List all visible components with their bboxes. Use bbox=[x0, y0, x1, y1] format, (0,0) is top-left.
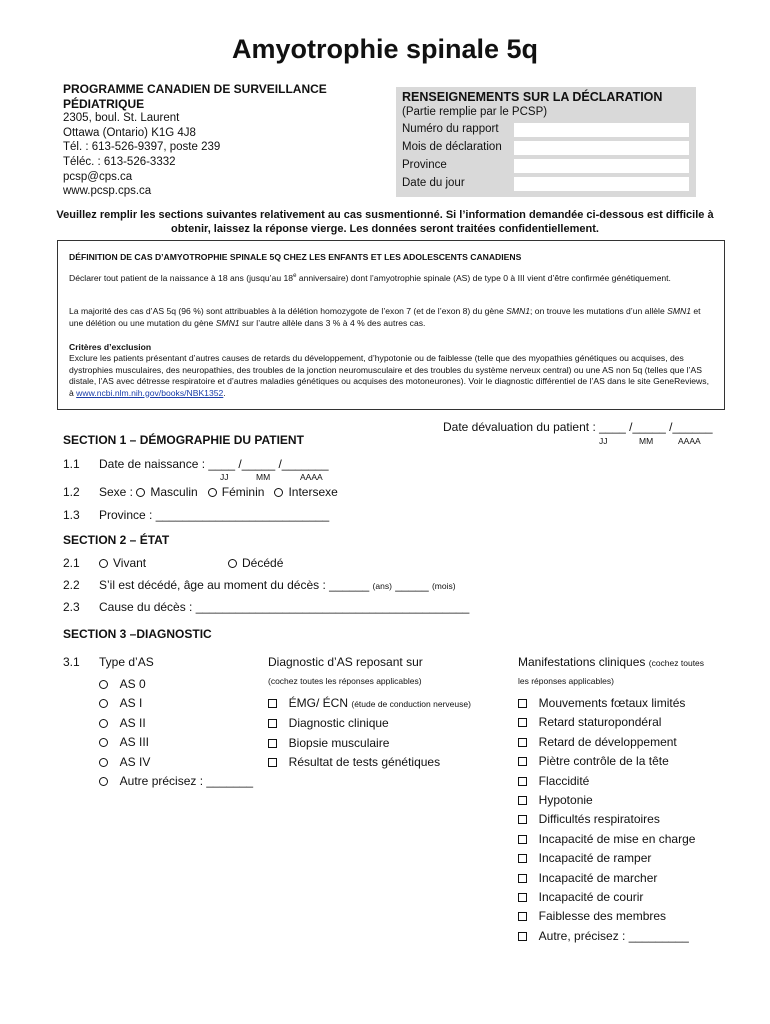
organization-block bbox=[63, 82, 327, 199]
radio-icon[interactable] bbox=[136, 488, 145, 497]
manif-item-label: Autre, précisez : _________ bbox=[538, 928, 689, 943]
age-at-death-label: S’il est décédé, âge au moment du décès : ______ bbox=[99, 578, 370, 592]
q2-3-number: 2.3 bbox=[63, 600, 80, 614]
diagnosis-basis-label: Diagnostic d’AS reposant sur bbox=[268, 655, 423, 669]
manifestation-option[interactable] bbox=[518, 713, 695, 732]
exclusion-end: . bbox=[223, 387, 226, 398]
sex-option-female[interactable] bbox=[208, 485, 265, 499]
sma-type-option[interactable] bbox=[99, 714, 253, 733]
eval-mm: MM bbox=[639, 436, 654, 446]
checkbox-icon[interactable] bbox=[518, 874, 527, 883]
manif-item-label: Piètre contrôle de la tête bbox=[538, 754, 669, 769]
radio-icon[interactable] bbox=[99, 699, 108, 708]
manif-item-label: Retard staturopondéral bbox=[538, 715, 662, 730]
diagnosis-option-emg[interactable] bbox=[268, 694, 471, 714]
deceased-label: Décédé bbox=[242, 556, 284, 570]
checkbox-icon[interactable] bbox=[518, 835, 527, 844]
diagnosis-basis-note: (cochez toutes les réponses applicables) bbox=[268, 676, 422, 686]
q1-2-number: 1.2 bbox=[63, 485, 80, 499]
checkbox-icon[interactable] bbox=[268, 699, 277, 708]
diag-label-2: Biopsie musculaire bbox=[288, 735, 390, 750]
eval-aaaa: AAAA bbox=[678, 436, 701, 446]
manif-item-label: Hypotonie bbox=[538, 793, 593, 808]
radio-icon[interactable] bbox=[99, 777, 108, 786]
q2-1-number: 2.1 bbox=[63, 556, 80, 570]
checkbox-icon[interactable] bbox=[518, 893, 527, 902]
manif-note-1: (cochez toutes bbox=[648, 658, 705, 668]
birth-jj: JJ bbox=[220, 472, 229, 482]
checkbox-icon[interactable] bbox=[518, 912, 527, 921]
sex-female-label: Féminin bbox=[221, 485, 265, 499]
exclusion-text: Exclure les patients présentant d’autres causes de retards du développement, d’hypotonie ou de faiblesse (telle que des myopathies génétiques ou acquises, des dystrophies musculaires, des neuropathies, des troubles de la jonction neuromusculaire et des troubles du système nerveux central) ou une AS non 5q (telles que l’AS distale, l’AS avec détresse respiratoire et d’autres maladies génétiques ou acquises des motoneurones). Voir le diagnostic différentiel de l’AS dans le site GeneReviews, à bbox=[69, 353, 709, 398]
definition-heading: DÉFINITION DE CAS D’AMYOTROPHIE SPINALE 5Q CHEZ LES ENFANTS ET LES ADOLESCENTS CANADIENS bbox=[69, 252, 522, 262]
manif-item-label: Flaccidité bbox=[538, 773, 590, 788]
years-unit: (ans) bbox=[372, 581, 392, 591]
radio-icon[interactable] bbox=[274, 488, 283, 497]
evaluation-date-label[interactable]: Date dévaluation du patient : ____ /_____ /______ bbox=[443, 420, 713, 434]
birth-date-field[interactable]: Date de naissance : ____ /_____ /_______ bbox=[99, 457, 329, 471]
org-tel: Tél. : 613-526-9397, poste 239 bbox=[63, 141, 221, 154]
manifestation-option[interactable] bbox=[518, 849, 695, 868]
checkbox-icon[interactable] bbox=[268, 739, 277, 748]
declaration-month-label: Mois de déclaration bbox=[402, 141, 502, 153]
checkbox-icon[interactable] bbox=[518, 854, 527, 863]
manif-item-label: Faiblesse des membres bbox=[538, 909, 667, 924]
manifestation-option[interactable] bbox=[518, 830, 695, 849]
gene-name: SMN1 bbox=[215, 317, 240, 328]
months-field: _____ bbox=[395, 578, 429, 592]
age-at-death-row[interactable] bbox=[99, 578, 456, 592]
checkbox-icon[interactable] bbox=[518, 796, 527, 805]
sma-type-label: Type d’AS bbox=[99, 655, 154, 669]
alive-label: Vivant bbox=[113, 556, 147, 570]
definition-p2-text-c: et une délétion ou une mutation du gène bbox=[69, 306, 701, 328]
manif-item-label: Incapacité de mise en charge bbox=[538, 831, 696, 846]
sex-option-male[interactable] bbox=[136, 485, 197, 499]
q3-1-number: 3.1 bbox=[63, 655, 80, 669]
diagnosis-option[interactable] bbox=[268, 753, 471, 772]
manif-item-label: Difficultés respiratoires bbox=[538, 812, 660, 827]
sex-option-intersex[interactable] bbox=[274, 485, 337, 499]
case-definition-box bbox=[57, 240, 725, 410]
section-3-title: SECTION 3 –DIAGNOSTIC bbox=[63, 627, 212, 641]
manifestation-option[interactable] bbox=[518, 772, 695, 791]
exclusion-heading: Critères d’exclusion bbox=[69, 342, 152, 352]
manifestation-option[interactable] bbox=[518, 927, 695, 946]
radio-icon[interactable] bbox=[99, 559, 108, 568]
definition-p1-text: Déclarer tout patient de la naissance à 18 ans (jusqu’au 18 bbox=[69, 272, 294, 283]
instructions bbox=[40, 208, 730, 236]
diag-label-1: Diagnostic clinique bbox=[288, 716, 389, 731]
status-deceased-option[interactable] bbox=[228, 556, 283, 570]
gene-name: SMN1 bbox=[506, 306, 531, 316]
manif-item-label: Retard de développement bbox=[538, 734, 677, 749]
emg-note: (étude de conduction nerveuse) bbox=[351, 699, 471, 709]
definition-p1-text-end: anniversaire) dont l’amyotrophie spinale (AS) de type 0 à III vient d’être confirmée génétiquement. bbox=[296, 272, 671, 283]
months-unit: (mois) bbox=[431, 581, 456, 591]
checkbox-icon[interactable] bbox=[518, 718, 527, 727]
sma-type-label-5: Autre précisez : _______ bbox=[119, 774, 254, 789]
report-number-label: Numéro du rapport bbox=[402, 123, 499, 135]
genereviews-link[interactable]: www.ncbi.nlm.nih.gov/books/NBK1352 bbox=[76, 387, 224, 398]
birth-mm: MM bbox=[256, 472, 271, 482]
province-label: Province bbox=[402, 159, 447, 171]
manif-item-label: Incapacité de ramper bbox=[538, 851, 652, 866]
sma-type-option[interactable] bbox=[99, 772, 253, 791]
manifestation-option[interactable] bbox=[518, 694, 695, 713]
radio-icon[interactable] bbox=[99, 680, 108, 689]
sma-type-option[interactable] bbox=[99, 675, 253, 694]
radio-icon[interactable] bbox=[99, 758, 108, 767]
q2-2-number: 2.2 bbox=[63, 578, 80, 592]
checkbox-icon[interactable] bbox=[518, 699, 527, 708]
instructions-line-2: obtenir, laissez la réponse vierge. Les données seront traitées confidentiellement. bbox=[171, 223, 599, 235]
declaration-box bbox=[396, 87, 696, 197]
manifestation-option[interactable] bbox=[518, 752, 695, 771]
org-name-1: PROGRAMME CANADIEN DE SURVEILLANCE bbox=[63, 82, 327, 96]
org-fax: Téléc. : 613-526-3332 bbox=[63, 155, 176, 168]
manif-item-label: Incapacité de marcher bbox=[538, 870, 658, 885]
current-date-label: Date du jour bbox=[402, 177, 465, 189]
sma-type-label-4: AS IV bbox=[119, 754, 151, 769]
declaration-heading: RENSEIGNEMENTS SUR LA DÉCLARATION bbox=[402, 90, 663, 104]
q1-3-number: 1.3 bbox=[63, 508, 80, 522]
exclusion-paragraph bbox=[69, 353, 714, 399]
gene-name: SMN1 bbox=[667, 306, 692, 316]
definition-paragraph-2 bbox=[69, 306, 714, 329]
declaration-subheading: (Partie remplie par le PCSP) bbox=[402, 106, 548, 118]
page-title: Amyotrophie spinale 5q bbox=[231, 34, 539, 64]
manif-item-label: Incapacité de courir bbox=[538, 890, 644, 905]
sma-type-label-0: AS 0 bbox=[119, 677, 146, 691]
sma-type-option[interactable] bbox=[99, 753, 253, 772]
section-1-title: SECTION 1 – DÉMOGRAPHIE DU PATIENT bbox=[63, 433, 304, 447]
report-number-field[interactable] bbox=[514, 123, 689, 137]
org-email: pcsp@cps.ca bbox=[63, 170, 133, 183]
manifestation-option[interactable] bbox=[518, 907, 695, 926]
clinical-manifestations-label bbox=[518, 655, 704, 669]
radio-icon[interactable] bbox=[228, 559, 237, 568]
declaration-month-field[interactable] bbox=[514, 141, 689, 155]
diag-emg-label: ÉMG/ ÉCN bbox=[288, 696, 349, 710]
clinical-manifestations-options bbox=[518, 694, 695, 946]
sex-intersex-label: Intersexe bbox=[288, 485, 338, 499]
sma-type-options bbox=[99, 675, 253, 791]
sex-male-label: Masculin bbox=[150, 485, 198, 499]
definition-p2-text-b: ; on trouve les mutations d’un allèle bbox=[530, 306, 668, 316]
cause-of-death-field[interactable]: Cause du décès : _________________________________________ bbox=[99, 600, 470, 614]
sma-type-option[interactable] bbox=[99, 694, 253, 713]
manif-item-label: Mouvements fœtaux limités bbox=[538, 696, 686, 710]
sma-type-option[interactable] bbox=[99, 733, 253, 752]
radio-icon[interactable] bbox=[208, 488, 217, 497]
instructions-line-1: Veuillez remplir les sections suivantes relativement au cas susmentionné. Si l’information demandée ci-dessous est difficile à bbox=[56, 209, 714, 221]
diag-label-3: Résultat de tests génétiques bbox=[288, 755, 441, 770]
checkbox-icon[interactable] bbox=[518, 932, 527, 941]
birth-aaaa: AAAA bbox=[300, 472, 323, 482]
org-address-1: 2305, boul. St. Laurent bbox=[63, 112, 180, 125]
checkbox-icon[interactable] bbox=[518, 777, 527, 786]
manifestation-option[interactable] bbox=[518, 888, 695, 907]
checkbox-icon[interactable] bbox=[518, 757, 527, 766]
radio-icon[interactable] bbox=[99, 719, 108, 728]
sma-type-label-1: AS I bbox=[119, 696, 143, 711]
diagnosis-option[interactable] bbox=[268, 714, 471, 733]
checkbox-icon[interactable] bbox=[518, 738, 527, 747]
manifestation-option[interactable] bbox=[518, 791, 695, 810]
sex-label: Sexe : bbox=[99, 485, 134, 499]
definition-paragraph-1 bbox=[69, 271, 714, 284]
manif-note-2: les réponses applicables) bbox=[518, 676, 614, 686]
province-field[interactable] bbox=[514, 159, 689, 173]
eval-jj: JJ bbox=[599, 436, 608, 446]
checkbox-icon[interactable] bbox=[268, 719, 277, 728]
org-web: www.pcsp.cps.ca bbox=[63, 185, 152, 198]
diagnosis-option[interactable] bbox=[268, 734, 471, 753]
manifestation-option[interactable] bbox=[518, 733, 695, 752]
section-2-title: SECTION 2 – ÉTAT bbox=[63, 533, 170, 547]
org-address-2: Ottawa (Ontario) K1G 4J8 bbox=[63, 126, 196, 139]
q1-1-number: 1.1 bbox=[63, 457, 80, 471]
status-alive-option[interactable] bbox=[99, 556, 146, 570]
manif-label: Manifestations cliniques bbox=[518, 655, 646, 669]
checkbox-icon[interactable] bbox=[268, 758, 277, 767]
sma-type-label-2: AS II bbox=[119, 715, 146, 730]
manifestation-option[interactable] bbox=[518, 869, 695, 888]
definition-p2-text: La majorité des cas d’AS 5q (96 %) sont attribuables à la délétion homozygote de l’exon 7 (et de l’exon 8) du gène bbox=[69, 306, 507, 316]
org-name-2: PÉDIATRIQUE bbox=[63, 96, 145, 111]
definition-p1-sup: e bbox=[293, 273, 297, 279]
manifestation-option[interactable] bbox=[518, 810, 695, 829]
sma-type-label-3: AS III bbox=[119, 735, 150, 750]
current-date-field[interactable] bbox=[514, 177, 689, 191]
definition-p2-text-d: sur l’autre allèle dans 3 % à 4 % des autres cas. bbox=[239, 317, 426, 328]
province-input[interactable]: Province : __________________________ bbox=[99, 508, 330, 522]
sex-row bbox=[99, 485, 338, 499]
checkbox-icon[interactable] bbox=[518, 815, 527, 824]
radio-icon[interactable] bbox=[99, 738, 108, 747]
diagnosis-basis-options bbox=[268, 694, 471, 773]
